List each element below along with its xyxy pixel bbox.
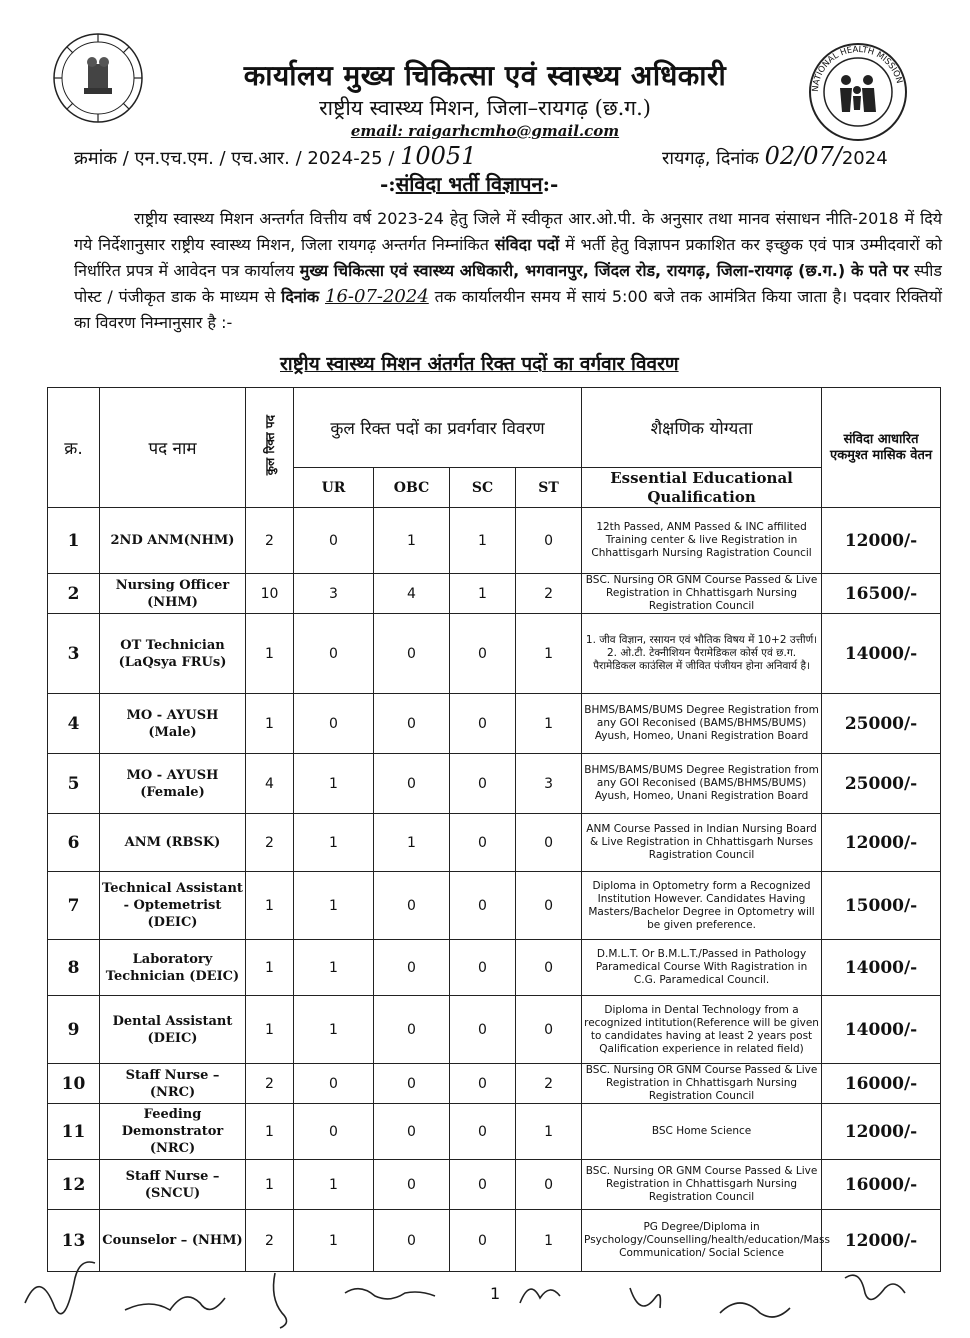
header-sn: क्र. — [48, 388, 100, 508]
para-bold2: मुख्य चिकित्सा एवं स्वास्थ्य अधिकारी, भगवानपुर, जिंदल रोड, रायगढ़, जिला-रायगढ़ (छ.ग.) के पते पर — [299, 261, 909, 280]
heading-right: :- — [542, 172, 559, 196]
row-obc: 4 — [374, 574, 450, 614]
row-st: 0 — [516, 814, 582, 872]
row-obc: 0 — [374, 1064, 450, 1104]
row-total: 1 — [246, 996, 294, 1064]
row-sn: 6 — [48, 814, 100, 872]
header-total — [246, 388, 294, 508]
row-ur: 1 — [294, 872, 374, 940]
date-year: 2024 — [841, 148, 888, 169]
office-email: email: raigarhcmho@gmail.com — [350, 122, 620, 140]
row-obc: 1 — [374, 814, 450, 872]
row-salary: 14000/- — [822, 614, 941, 694]
row-sn: 11 — [48, 1104, 100, 1160]
row-total: 1 — [246, 1104, 294, 1160]
row-ur: 1 — [294, 754, 374, 814]
row-sc: 0 — [450, 1160, 516, 1210]
row-salary: 15000/- — [822, 872, 941, 940]
row-qualification: D.M.L.T. Or B.M.L.T./Passed in Pathology Paramedical Course With Ragistration in C.G. Paramedical Council. — [582, 940, 822, 996]
page-number: 1 — [490, 1284, 501, 1303]
row-sc: 0 — [450, 1104, 516, 1160]
nhm-logo-text: NATIONAL HEALTH MISSION — [810, 44, 905, 93]
table-row — [48, 872, 941, 940]
para-bold1: संविदा पदों — [494, 235, 560, 254]
office-title: कार्यालय मुख्य चिकित्सा एवं स्वास्थ्य अधिकारी — [243, 59, 727, 92]
heading-left: -: — [380, 172, 396, 196]
header-st: ST — [516, 468, 582, 508]
row-obc: 0 — [374, 614, 450, 694]
row-salary: 16000/- — [822, 1160, 941, 1210]
row-obc: 0 — [374, 996, 450, 1064]
row-obc: 0 — [374, 694, 450, 754]
row-st: 1 — [516, 694, 582, 754]
row-sc: 0 — [450, 614, 516, 694]
row-salary: 12000/- — [822, 1210, 941, 1272]
date-prefix: रायगढ़, दिनांक — [662, 148, 759, 169]
row-qualification: Diploma in Dental Technology from a recognized intitution(Reference will be given to candidates having at least 2 years post Qalification experience in related field) — [582, 996, 822, 1064]
table-row — [48, 1160, 941, 1210]
row-post: OT Technician (LaQsya FRUs) — [100, 614, 246, 694]
row-st: 0 — [516, 872, 582, 940]
row-post: MO - AYUSH (Female) — [100, 754, 246, 814]
nhm-logo — [806, 40, 910, 144]
heading-text: संविदा भर्ती विज्ञापन — [395, 172, 543, 196]
row-salary: 12000/- — [822, 814, 941, 872]
reference-prefix: क्रमांक / एन.एच.एम. / एच.आर. / 2024-25 / — [74, 148, 395, 169]
row-salary: 14000/- — [822, 996, 941, 1064]
row-st: 0 — [516, 1160, 582, 1210]
row-obc: 0 — [374, 872, 450, 940]
row-ur: 3 — [294, 574, 374, 614]
header-eq: Essential Educational Qualification — [582, 468, 822, 508]
row-salary: 14000/- — [822, 940, 941, 996]
row-total: 1 — [246, 614, 294, 694]
header-ur: UR — [294, 468, 374, 508]
row-st: 0 — [516, 508, 582, 574]
row-ur: 1 — [294, 814, 374, 872]
issue-date — [662, 142, 888, 170]
row-st: 1 — [516, 614, 582, 694]
row-total: 2 — [246, 1064, 294, 1104]
table-row — [48, 694, 941, 754]
row-qualification: BSC. Nursing OR GNM Course Passed & Live Registration in Chhattisgarh Nursing Registration Council — [582, 1064, 822, 1104]
date-handwritten: 02/07/ — [764, 142, 842, 170]
row-ur: 0 — [294, 1104, 374, 1160]
row-qualification: 12th Passed, ANM Passed & INC affilited Training center & live Registration in Chhattisgarh Nursing Ragistration Council — [582, 508, 822, 574]
row-sn: 5 — [48, 754, 100, 814]
para-handdate: 16-07-2024 — [325, 286, 429, 307]
row-qualification: PG Degree/Diploma in Psychology/Counselling/health/education/Mass Communication/ Social Science — [582, 1210, 822, 1272]
row-total: 1 — [246, 872, 294, 940]
row-sn: 10 — [48, 1064, 100, 1104]
row-total: 1 — [246, 694, 294, 754]
row-post: Staff Nurse – (NRC) — [100, 1064, 246, 1104]
table-row — [48, 1064, 941, 1104]
table-row — [48, 574, 941, 614]
row-sn: 13 — [48, 1210, 100, 1272]
row-ur: 1 — [294, 1210, 374, 1272]
row-obc: 1 — [374, 508, 450, 574]
table-row — [48, 996, 941, 1064]
row-sn: 4 — [48, 694, 100, 754]
header-obc: OBC — [374, 468, 450, 508]
row-qualification: BSC. Nursing OR GNM Course Passed & Live Registration in Chhattisgarh Nursing Registration Council — [582, 1160, 822, 1210]
header-post: पद नाम — [100, 388, 246, 508]
row-sn: 8 — [48, 940, 100, 996]
row-salary: 25000/- — [822, 694, 941, 754]
row-sc: 0 — [450, 1064, 516, 1104]
row-salary: 12000/- — [822, 1104, 941, 1160]
row-sc: 0 — [450, 940, 516, 996]
row-post: Counselor – (NHM) — [100, 1210, 246, 1272]
row-ur: 0 — [294, 508, 374, 574]
row-qualification: BHMS/BAMS/BUMS Degree Registration from any GOI Reconised (BAMS/BHMS/BUMS) Ayush, Homeo, Unani Registration Board — [582, 694, 822, 754]
row-obc: 0 — [374, 940, 450, 996]
row-post: Feeding Demonstrator (NRC) — [100, 1104, 246, 1160]
header-qualification: शैक्षणिक योग्यता — [582, 388, 822, 468]
row-sn: 3 — [48, 614, 100, 694]
row-total: 1 — [246, 1160, 294, 1210]
row-st: 1 — [516, 1104, 582, 1160]
row-st: 2 — [516, 574, 582, 614]
row-qualification: 1. जीव विज्ञान, रसायन एवं भौतिक विषय में 10+2 उत्तीर्ण। 2. ओ.टी. टेक्नीशियन पैरामेडिकल कोर्स एवं छ.ग. पैरामेडिकल काउंसिल में जीवित पंजीयन होना अनिवार्य है। — [582, 614, 822, 694]
row-post: ANM (RBSK) — [100, 814, 246, 872]
row-st: 3 — [516, 754, 582, 814]
table-title: राष्ट्रीय स्वास्थ्य मिशन अंतर्गत रिक्त पदों का वर्गवार विवरण — [280, 353, 679, 375]
row-st: 2 — [516, 1064, 582, 1104]
government-emblem-logo — [50, 30, 146, 126]
row-post: Staff Nurse – (SNCU) — [100, 1160, 246, 1210]
row-post: Dental Assistant (DEIC) — [100, 996, 246, 1064]
row-post: MO - AYUSH (Male) — [100, 694, 246, 754]
row-st: 0 — [516, 996, 582, 1064]
row-total: 2 — [246, 508, 294, 574]
row-post: Nursing Officer (NHM) — [100, 574, 246, 614]
table-row — [48, 814, 941, 872]
row-sc: 1 — [450, 574, 516, 614]
row-qualification: ANM Course Passed in Indian Nursing Board & Live Registration in Chhattisgarh Nurses Ragistration Council — [582, 814, 822, 872]
row-salary: 16000/- — [822, 1064, 941, 1104]
row-qualification: Diploma in Optometry form a Recognized Institution However. Candidates Having Masters/Bachelor Degree in Optometry will be given preference. — [582, 872, 822, 940]
para-bold3: दिनांक — [281, 287, 320, 306]
para-part1: राष्ट्रीय स्वास्थ्य मिशन अन्तर्गत वित्तीय वर्ष 2023-24 हेतु जिले में स्वीकृत आर.ओ.पी. के अनुसार तथा मानव संसाधन नीति-2018 में दिये गये निर्देशानुसार राष्ट्रीय स्वास्थ्य मिशन, जिला रायगढ़ अन्तर्गत निम्नांकित — [74, 209, 942, 254]
row-sc: 0 — [450, 872, 516, 940]
row-total: 2 — [246, 1210, 294, 1272]
notice-paragraph — [74, 206, 942, 336]
header-sc: SC — [450, 468, 516, 508]
row-salary: 12000/- — [822, 508, 941, 574]
table-row — [48, 754, 941, 814]
row-obc: 0 — [374, 754, 450, 814]
row-st: 1 — [516, 1210, 582, 1272]
row-ur: 0 — [294, 694, 374, 754]
row-sc: 1 — [450, 508, 516, 574]
table-row — [48, 508, 941, 574]
signatures — [20, 1248, 950, 1338]
notice-heading — [380, 170, 558, 197]
row-sn: 1 — [48, 508, 100, 574]
row-st: 0 — [516, 940, 582, 996]
header-total-text: कुल रिक्त पद — [263, 415, 277, 476]
row-qualification: BSC. Nursing OR GNM Course Passed & Live Registration in Chhattisgarh Nursing Registration Council — [582, 574, 822, 614]
reference-handwritten: 10051 — [400, 142, 477, 170]
row-post: 2ND ANM(NHM) — [100, 508, 246, 574]
row-ur: 1 — [294, 940, 374, 996]
row-qualification: BHMS/BAMS/BUMS Degree Registration from any GOI Reconised (BAMS/BHMS/BUMS) Ayush, Homeo, Unani Registration Board — [582, 754, 822, 814]
row-total: 2 — [246, 814, 294, 872]
table-row — [48, 940, 941, 996]
row-ur: 1 — [294, 996, 374, 1064]
row-salary: 25000/- — [822, 754, 941, 814]
row-obc: 0 — [374, 1104, 450, 1160]
vacancy-table — [47, 387, 941, 1272]
row-post: Laboratory Technician (DEIC) — [100, 940, 246, 996]
row-total: 1 — [246, 940, 294, 996]
row-total: 4 — [246, 754, 294, 814]
row-sc: 0 — [450, 996, 516, 1064]
header-salary: संविदा आधारित एकमुश्त मासिक वेतन — [822, 388, 941, 508]
row-qualification: BSC Home Science — [582, 1104, 822, 1160]
row-ur: 0 — [294, 1064, 374, 1104]
header-category-group: कुल रिक्त पदों का प्रवर्गवार विवरण — [294, 388, 582, 468]
row-ur: 0 — [294, 614, 374, 694]
row-obc: 0 — [374, 1210, 450, 1272]
table-row — [48, 1104, 941, 1160]
row-sc: 0 — [450, 694, 516, 754]
para-part3: स्पीड पोस्ट / पंजीकृत डाक के माध्यम से — [74, 261, 942, 306]
row-sn: 7 — [48, 872, 100, 940]
row-post: Technical Assistant - Optemetrist (DEIC) — [100, 872, 246, 940]
para-part2: में भर्ती हेतु विज्ञापन प्रकाशित कर इच्छुक एवं पात्र उम्मीदवारों को निर्धारित प्रपत्र में आवेदन पत्र कार्यालय — [74, 235, 943, 280]
row-total: 10 — [246, 574, 294, 614]
table-row — [48, 614, 941, 694]
vacancy-table-body — [48, 508, 941, 1272]
row-ur: 1 — [294, 1160, 374, 1210]
row-salary: 16500/- — [822, 574, 941, 614]
row-sc: 0 — [450, 814, 516, 872]
reference-number — [74, 142, 476, 170]
row-sc: 0 — [450, 754, 516, 814]
row-sn: 2 — [48, 574, 100, 614]
row-obc: 0 — [374, 1160, 450, 1210]
para-part4: तक कार्यालयीन समय में सायं 5:00 बजे तक आमंत्रित किया जाता है। पदवार रिक्तियों का विवरण निम्नानुसार है :- — [74, 287, 942, 332]
row-sc: 0 — [450, 1210, 516, 1272]
office-subtitle: राष्ट्रीय स्वास्थ्य मिशन, जिला–रायगढ़ (छ.ग.) — [319, 96, 651, 120]
row-sn: 12 — [48, 1160, 100, 1210]
row-sn: 9 — [48, 996, 100, 1064]
